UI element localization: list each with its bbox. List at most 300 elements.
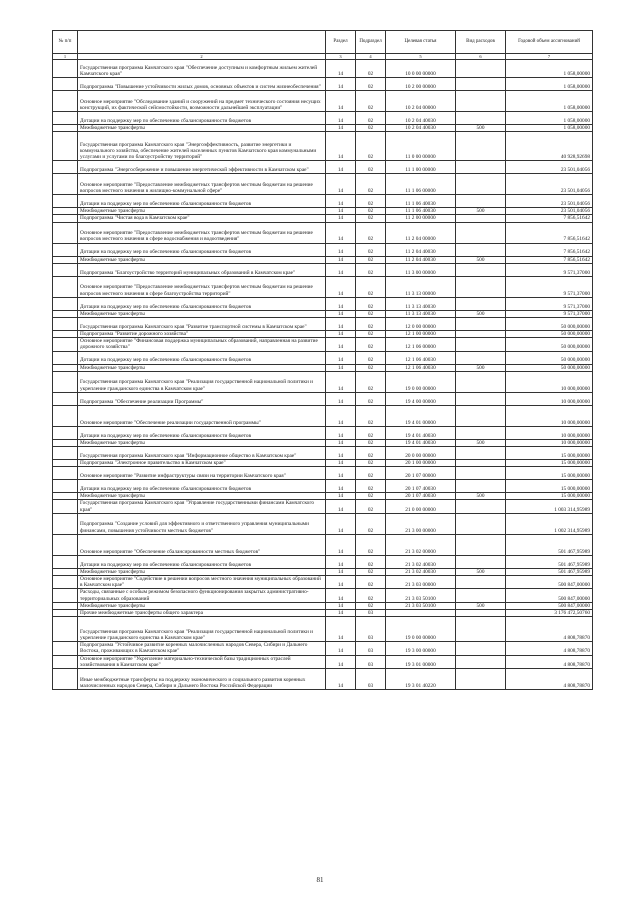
row-podrazdel: 02 — [356, 263, 386, 276]
row-target-article: 21 3 02 40030 — [386, 555, 456, 568]
row-amount: 1 058,00000 — [506, 112, 593, 125]
row-podrazdel: 02 — [356, 371, 386, 392]
row-number — [53, 460, 78, 467]
row-razdel: 14 — [326, 331, 356, 338]
table-row — [53, 589, 593, 602]
row-target-article: 11 2 00 00000 — [386, 215, 456, 222]
row-amount: 7 856,51642 — [506, 243, 593, 256]
row-name: Межбюджетные трансферты — [78, 568, 326, 575]
row-number — [53, 642, 78, 655]
row-number — [53, 161, 78, 174]
table-row — [53, 460, 593, 467]
row-expense-type — [456, 263, 506, 276]
row-name: Основное мероприятие "Обследование зданий и сооружений на предмет технического состояния несущих конструкций, их фактической сейсмостойкости, возможности дальнейшей эксплуатации" — [78, 91, 326, 112]
row-number — [53, 392, 78, 405]
row-expense-type — [456, 338, 506, 351]
row-target-article: 19 0 00 00000 — [386, 617, 456, 642]
row-razdel: 14 — [326, 351, 356, 364]
row-number — [53, 555, 78, 568]
row-name: Дотации на поддержку мер по обеспечению сбалансированности бюджетов — [78, 195, 326, 208]
row-amount: 15 000,00000 — [506, 460, 593, 467]
row-amount: 500 847,00000 — [506, 602, 593, 609]
row-number — [53, 222, 78, 243]
row-target-article: 20 1 07 40030 — [386, 480, 456, 493]
row-podrazdel: 02 — [356, 222, 386, 243]
row-number — [53, 439, 78, 446]
row-amount: 4 808,78870 — [506, 655, 593, 668]
row-podrazdel: 02 — [356, 78, 386, 91]
table-row — [53, 602, 593, 609]
table-row — [53, 513, 593, 534]
row-razdel: 14 — [326, 576, 356, 589]
row-name: Межбюджетные трансферты — [78, 125, 326, 132]
row-number — [53, 91, 78, 112]
row-podrazdel: 03 — [356, 642, 386, 655]
row-name: Межбюджетные трансферты — [78, 364, 326, 371]
row-expense-type: 500 — [456, 568, 506, 575]
row-expense-type — [456, 617, 506, 642]
row-number — [53, 208, 78, 215]
row-number — [53, 78, 78, 91]
row-podrazdel: 02 — [356, 447, 386, 460]
row-amount: 10 000,00000 — [506, 426, 593, 439]
row-expense-type — [456, 331, 506, 338]
row-number — [53, 338, 78, 351]
row-razdel: 14 — [326, 589, 356, 602]
table-row — [53, 331, 593, 338]
row-podrazdel: 02 — [356, 568, 386, 575]
row-expense-type — [456, 351, 506, 364]
row-name: Межбюджетные трансферты — [78, 310, 326, 317]
row-expense-type — [456, 669, 506, 690]
row-expense-type — [456, 132, 506, 161]
header-annual-amount: Годовой объем ассигнований — [506, 31, 593, 54]
row-target-article: 11 3 13 40030 — [386, 297, 456, 310]
table-row — [53, 78, 593, 91]
column-index: 1 — [53, 54, 78, 60]
row-expense-type — [456, 467, 506, 480]
row-amount: 1 058,00000 — [506, 60, 593, 78]
row-name: Межбюджетные трансферты — [78, 493, 326, 500]
row-razdel: 14 — [326, 161, 356, 174]
row-expense-type: 500 — [456, 310, 506, 317]
row-expense-type — [456, 610, 506, 617]
row-razdel: 14 — [326, 132, 356, 161]
row-target-article: 11 3 13 00000 — [386, 276, 456, 297]
header-razdel: Раздел — [326, 31, 356, 54]
row-number — [53, 318, 78, 331]
header-target-article: Целевая статья — [386, 31, 456, 54]
row-name: Основное мероприятие "Развитие инфраструктуры связи на территории Камчатского края" — [78, 467, 326, 480]
table-row — [53, 174, 593, 195]
row-amount: 1 058,00000 — [506, 125, 593, 132]
row-expense-type — [456, 318, 506, 331]
row-amount: 500 847,00000 — [506, 576, 593, 589]
column-index: 6 — [456, 54, 506, 60]
row-number — [53, 310, 78, 317]
row-expense-type — [456, 222, 506, 243]
row-expense-type — [456, 112, 506, 125]
row-number — [53, 480, 78, 493]
row-number — [53, 243, 78, 256]
header-expense-type: Вид расходов — [456, 31, 506, 54]
row-expense-type: 500 — [456, 125, 506, 132]
row-expense-type — [456, 174, 506, 195]
row-amount: 7 856,51642 — [506, 222, 593, 243]
row-podrazdel: 02 — [356, 91, 386, 112]
table-row — [53, 276, 593, 297]
row-target-article: 21 3 02 40030 — [386, 568, 456, 575]
row-podrazdel: 02 — [356, 589, 386, 602]
row-expense-type: 500 — [456, 602, 506, 609]
row-name: Государственная программа Камчатского края "Обеспечение доступным и комфортным жильем жителей Камчатского края" — [78, 60, 326, 78]
row-number — [53, 426, 78, 439]
row-podrazdel: 02 — [356, 112, 386, 125]
row-podrazdel: 03 — [356, 610, 386, 617]
row-number — [53, 576, 78, 589]
row-razdel: 14 — [326, 318, 356, 331]
header-podrazdel: Подраздел — [356, 31, 386, 54]
row-expense-type — [456, 500, 506, 513]
row-target-article: 20 0 00 00000 — [386, 447, 456, 460]
table-row — [53, 439, 593, 446]
row-target-article: 11 0 00 00000 — [386, 132, 456, 161]
row-razdel: 14 — [326, 263, 356, 276]
row-number — [53, 610, 78, 617]
row-razdel: 14 — [326, 338, 356, 351]
row-number — [53, 276, 78, 297]
row-target-article: 19 0 00 00000 — [386, 371, 456, 392]
row-razdel: 14 — [326, 215, 356, 222]
table-row — [53, 371, 593, 392]
row-razdel: 14 — [326, 467, 356, 480]
row-name: Дотации на поддержку мер по обеспечению сбалансированности бюджетов — [78, 351, 326, 364]
row-number — [53, 297, 78, 310]
column-index: 7 — [506, 54, 593, 60]
table-row — [53, 125, 593, 132]
row-target-article: 20 1 07 40030 — [386, 493, 456, 500]
row-podrazdel: 02 — [356, 208, 386, 215]
row-target-article: 11 1 06 00000 — [386, 174, 456, 195]
row-name: Дотации на поддержку мер по обеспечению сбалансированности бюджетов — [78, 112, 326, 125]
row-number — [53, 331, 78, 338]
row-amount: 15 000,00000 — [506, 447, 593, 460]
row-amount: 1 058,00000 — [506, 78, 593, 91]
row-name: Межбюджетные трансферты — [78, 208, 326, 215]
row-podrazdel: 03 — [356, 617, 386, 642]
row-podrazdel: 02 — [356, 161, 386, 174]
row-amount: 4 808,78870 — [506, 617, 593, 642]
row-target-article: 19 3 01 40220 — [386, 669, 456, 690]
row-target-article: 12 0 00 00000 — [386, 318, 456, 331]
row-target-article — [386, 610, 456, 617]
row-razdel: 14 — [326, 426, 356, 439]
row-name: Основное мероприятие "Обеспечение реализации государственной программы" — [78, 405, 326, 426]
row-amount: 10 000,00000 — [506, 439, 593, 446]
row-number — [53, 669, 78, 690]
row-amount: 10 000,00000 — [506, 392, 593, 405]
row-name: Подпрограмма "Повышение устойчивости жилых домов, основных объектов и систем жизнеобеспечения" — [78, 78, 326, 91]
row-number — [53, 195, 78, 208]
row-name: Основное мероприятие "Финансовая поддержка муниципальных образований, направленная на развитие дорожного хозяйства" — [78, 338, 326, 351]
row-razdel: 14 — [326, 439, 356, 446]
row-name: Подпрограмма "Энергосбережение и повышение энергетической эффективности в Камчатском крае" — [78, 161, 326, 174]
row-expense-type — [456, 276, 506, 297]
row-expense-type — [456, 371, 506, 392]
row-podrazdel: 02 — [356, 602, 386, 609]
row-podrazdel: 03 — [356, 655, 386, 668]
row-target-article: 19 4 01 00000 — [386, 405, 456, 426]
row-number — [53, 405, 78, 426]
row-target-article: 21 3 03 00000 — [386, 576, 456, 589]
table-row — [53, 467, 593, 480]
table-row — [53, 243, 593, 256]
row-number — [53, 215, 78, 222]
row-amount: 1 003 314,95989 — [506, 500, 593, 513]
row-expense-type — [456, 555, 506, 568]
row-number — [53, 132, 78, 161]
row-razdel: 14 — [326, 243, 356, 256]
header-number: № п/п — [53, 31, 78, 54]
row-expense-type: 500 — [456, 493, 506, 500]
row-razdel: 14 — [326, 480, 356, 493]
row-podrazdel: 02 — [356, 338, 386, 351]
row-expense-type — [456, 215, 506, 222]
row-amount: 23 501,04056 — [506, 174, 593, 195]
row-name: Государственная программа Камчатского края "Реализация государственной национальной политики и укрепление гражданского единства в Камчатском крае" — [78, 371, 326, 392]
row-podrazdel: 02 — [356, 310, 386, 317]
row-amount: 3 176 472,50760 — [506, 610, 593, 617]
row-target-article: 11 2 04 40030 — [386, 243, 456, 256]
row-name: Дотации на поддержку мер по обеспечению сбалансированности бюджетов — [78, 243, 326, 256]
table-row — [53, 132, 593, 161]
row-number — [53, 263, 78, 276]
row-target-article: 19 4 01 40030 — [386, 439, 456, 446]
row-target-article: 11 1 06 40030 — [386, 208, 456, 215]
row-razdel: 14 — [326, 112, 356, 125]
row-expense-type — [456, 655, 506, 668]
row-name: Основное мероприятие "Предоставление межбюджетных трансфертов местным бюджетам на решение вопросов местного значения в сфере водоснабжения и водоотведения" — [78, 222, 326, 243]
table-row — [53, 263, 593, 276]
column-index: 2 — [78, 54, 326, 60]
row-name: Межбюджетные трансферты — [78, 439, 326, 446]
budget-table — [52, 30, 593, 690]
row-razdel: 14 — [326, 195, 356, 208]
table-row — [53, 555, 593, 568]
table-row — [53, 208, 593, 215]
row-expense-type — [456, 426, 506, 439]
row-razdel: 14 — [326, 60, 356, 78]
row-podrazdel: 02 — [356, 460, 386, 467]
row-expense-type — [456, 513, 506, 534]
row-expense-type — [456, 195, 506, 208]
row-expense-type — [456, 91, 506, 112]
row-amount: 10 000,00000 — [506, 405, 593, 426]
row-name: Расходы, связанные с особым режимом безопасного функционирования закрытых административно-территориальных образований — [78, 589, 326, 602]
row-podrazdel: 02 — [356, 405, 386, 426]
row-name: Подпрограмма "Создание условий для эффективного и ответственного управления муниципальными финансами, повышения устойчивости местных бюджетов" — [78, 513, 326, 534]
row-number — [53, 364, 78, 371]
row-target-article: 11 3 13 40030 — [386, 310, 456, 317]
row-name: Государственная программа Камчатского края "Управление государственными финансами Камчатского края" — [78, 500, 326, 513]
row-number — [53, 602, 78, 609]
row-name: Государственная программа Камчатского края "Энергоэффективность, развитие энергетики и коммунального хозяйства, обеспечение жителей населенных пунктов Камчатского края коммунальными услугами и услугами по благоустройству территорий" — [78, 132, 326, 161]
row-name: Дотации на поддержку мер по обеспечению сбалансированности бюджетов — [78, 555, 326, 568]
row-number — [53, 467, 78, 480]
row-amount: 501 467,95989 — [506, 555, 593, 568]
row-expense-type — [456, 534, 506, 555]
row-podrazdel: 02 — [356, 318, 386, 331]
row-target-article: 10 2 04 00000 — [386, 91, 456, 112]
row-target-article: 21 3 00 00000 — [386, 513, 456, 534]
row-podrazdel: 02 — [356, 500, 386, 513]
table-row — [53, 338, 593, 351]
row-razdel: 14 — [326, 297, 356, 310]
row-podrazdel: 02 — [356, 256, 386, 263]
row-target-article: 12 1 00 00000 — [386, 331, 456, 338]
row-amount: 9 571,37000 — [506, 276, 593, 297]
row-name: Подпрограмма "Устойчивое развитие коренных малочисленных народов Севера, Сибири и Дальнего Востока, проживающих в Камчатском крае" — [78, 642, 326, 655]
table-row — [53, 426, 593, 439]
table-row — [53, 161, 593, 174]
table-row — [53, 480, 593, 493]
row-podrazdel: 02 — [356, 60, 386, 78]
row-razdel: 14 — [326, 555, 356, 568]
row-number — [53, 513, 78, 534]
row-razdel: 14 — [326, 534, 356, 555]
row-amount: 501 467,95989 — [506, 568, 593, 575]
row-amount: 15 000,00000 — [506, 480, 593, 493]
table-row — [53, 642, 593, 655]
row-target-article: 12 1 06 40030 — [386, 351, 456, 364]
row-podrazdel: 02 — [356, 132, 386, 161]
row-number — [53, 655, 78, 668]
row-target-article: 10 2 04 40030 — [386, 125, 456, 132]
row-target-article: 21 3 02 00000 — [386, 534, 456, 555]
row-target-article: 19 4 01 40030 — [386, 426, 456, 439]
row-number — [53, 371, 78, 392]
row-razdel: 14 — [326, 125, 356, 132]
row-amount: 50 000,00000 — [506, 338, 593, 351]
header-row — [53, 31, 593, 54]
row-target-article: 11 2 04 00000 — [386, 222, 456, 243]
row-razdel: 14 — [326, 669, 356, 690]
row-podrazdel: 02 — [356, 243, 386, 256]
row-podrazdel: 02 — [356, 174, 386, 195]
row-razdel: 14 — [326, 310, 356, 317]
row-podrazdel: 02 — [356, 364, 386, 371]
table-row — [53, 655, 593, 668]
table-row — [53, 351, 593, 364]
row-name: Основное мероприятие "Предоставление межбюджетных трансфертов местным бюджетам на решение вопросов местного значения в сфере благоустройства территорий" — [78, 276, 326, 297]
row-name: Подпрограмма "Чистая вода в Камчатском крае" — [78, 215, 326, 222]
row-number — [53, 351, 78, 364]
row-expense-type — [456, 576, 506, 589]
row-name: Государственная программа Камчатского края "Развитие транспортной системы в Камчатском крае" — [78, 318, 326, 331]
row-podrazdel: 02 — [356, 426, 386, 439]
row-amount: 23 501,04056 — [506, 208, 593, 215]
row-name: Межбюджетные трансферты — [78, 602, 326, 609]
table-body — [53, 60, 593, 690]
row-podrazdel: 02 — [356, 297, 386, 310]
row-razdel: 14 — [326, 78, 356, 91]
row-number — [53, 174, 78, 195]
row-amount: 9 571,37000 — [506, 310, 593, 317]
row-expense-type — [456, 405, 506, 426]
row-number — [53, 568, 78, 575]
row-podrazdel: 02 — [356, 195, 386, 208]
row-amount: 501 467,95989 — [506, 534, 593, 555]
table-row — [53, 364, 593, 371]
row-razdel: 14 — [326, 500, 356, 513]
row-number — [53, 125, 78, 132]
row-name: Дотации на поддержку мер по обеспечению сбалансированности бюджетов — [78, 297, 326, 310]
row-razdel: 14 — [326, 208, 356, 215]
row-expense-type — [456, 161, 506, 174]
row-razdel: 14 — [326, 222, 356, 243]
row-expense-type: 500 — [456, 256, 506, 263]
row-podrazdel: 02 — [356, 351, 386, 364]
row-amount: 1 002 314,95989 — [506, 513, 593, 534]
row-name: Подпрограмма "Благоустройство территорий муниципальных образований в Камчатском крае" — [78, 263, 326, 276]
row-razdel: 14 — [326, 610, 356, 617]
row-target-article: 20 1 00 00000 — [386, 460, 456, 467]
row-target-article: 20 1 07 00000 — [386, 467, 456, 480]
row-name: Иные межбюджетные трансферты на поддержку экономического и социального развития коренных малочисленных народов Севера, Сибири и Дальнего Востока Российской Федерации — [78, 669, 326, 690]
table-row — [53, 493, 593, 500]
row-expense-type — [456, 243, 506, 256]
row-target-article: 21 0 00 00000 — [386, 500, 456, 513]
row-amount: 1 058,00000 — [506, 91, 593, 112]
row-expense-type — [456, 480, 506, 493]
row-razdel: 14 — [326, 364, 356, 371]
row-podrazdel: 02 — [356, 392, 386, 405]
row-expense-type — [456, 460, 506, 467]
row-number — [53, 256, 78, 263]
row-expense-type — [456, 78, 506, 91]
row-name: Дотации на поддержку мер по обеспечению сбалансированности бюджетов — [78, 480, 326, 493]
row-target-article: 21 3 03 50100 — [386, 589, 456, 602]
row-expense-type — [456, 642, 506, 655]
table-row — [53, 669, 593, 690]
row-target-article: 19 3 00 00000 — [386, 642, 456, 655]
row-amount: 23 501,04056 — [506, 195, 593, 208]
row-number — [53, 112, 78, 125]
row-target-article: 11 3 00 00000 — [386, 263, 456, 276]
row-amount: 9 571,37000 — [506, 297, 593, 310]
table-row — [53, 60, 593, 78]
table-row — [53, 310, 593, 317]
row-podrazdel: 03 — [356, 669, 386, 690]
table-row — [53, 112, 593, 125]
row-razdel: 14 — [326, 602, 356, 609]
row-razdel: 14 — [326, 493, 356, 500]
row-target-article: 10 0 00 00000 — [386, 60, 456, 78]
table-row — [53, 195, 593, 208]
row-razdel: 14 — [326, 655, 356, 668]
table-row — [53, 91, 593, 112]
row-amount: 40 928,92698 — [506, 132, 593, 161]
row-expense-type — [456, 60, 506, 78]
row-name: Межбюджетные трансферты — [78, 256, 326, 263]
row-number — [53, 534, 78, 555]
table-row — [53, 392, 593, 405]
row-target-article: 11 2 04 40030 — [386, 256, 456, 263]
row-expense-type — [456, 392, 506, 405]
row-name: Дотации на поддержку мер по обеспечению сбалансированности бюджетов — [78, 426, 326, 439]
row-podrazdel: 02 — [356, 480, 386, 493]
table-row — [53, 568, 593, 575]
